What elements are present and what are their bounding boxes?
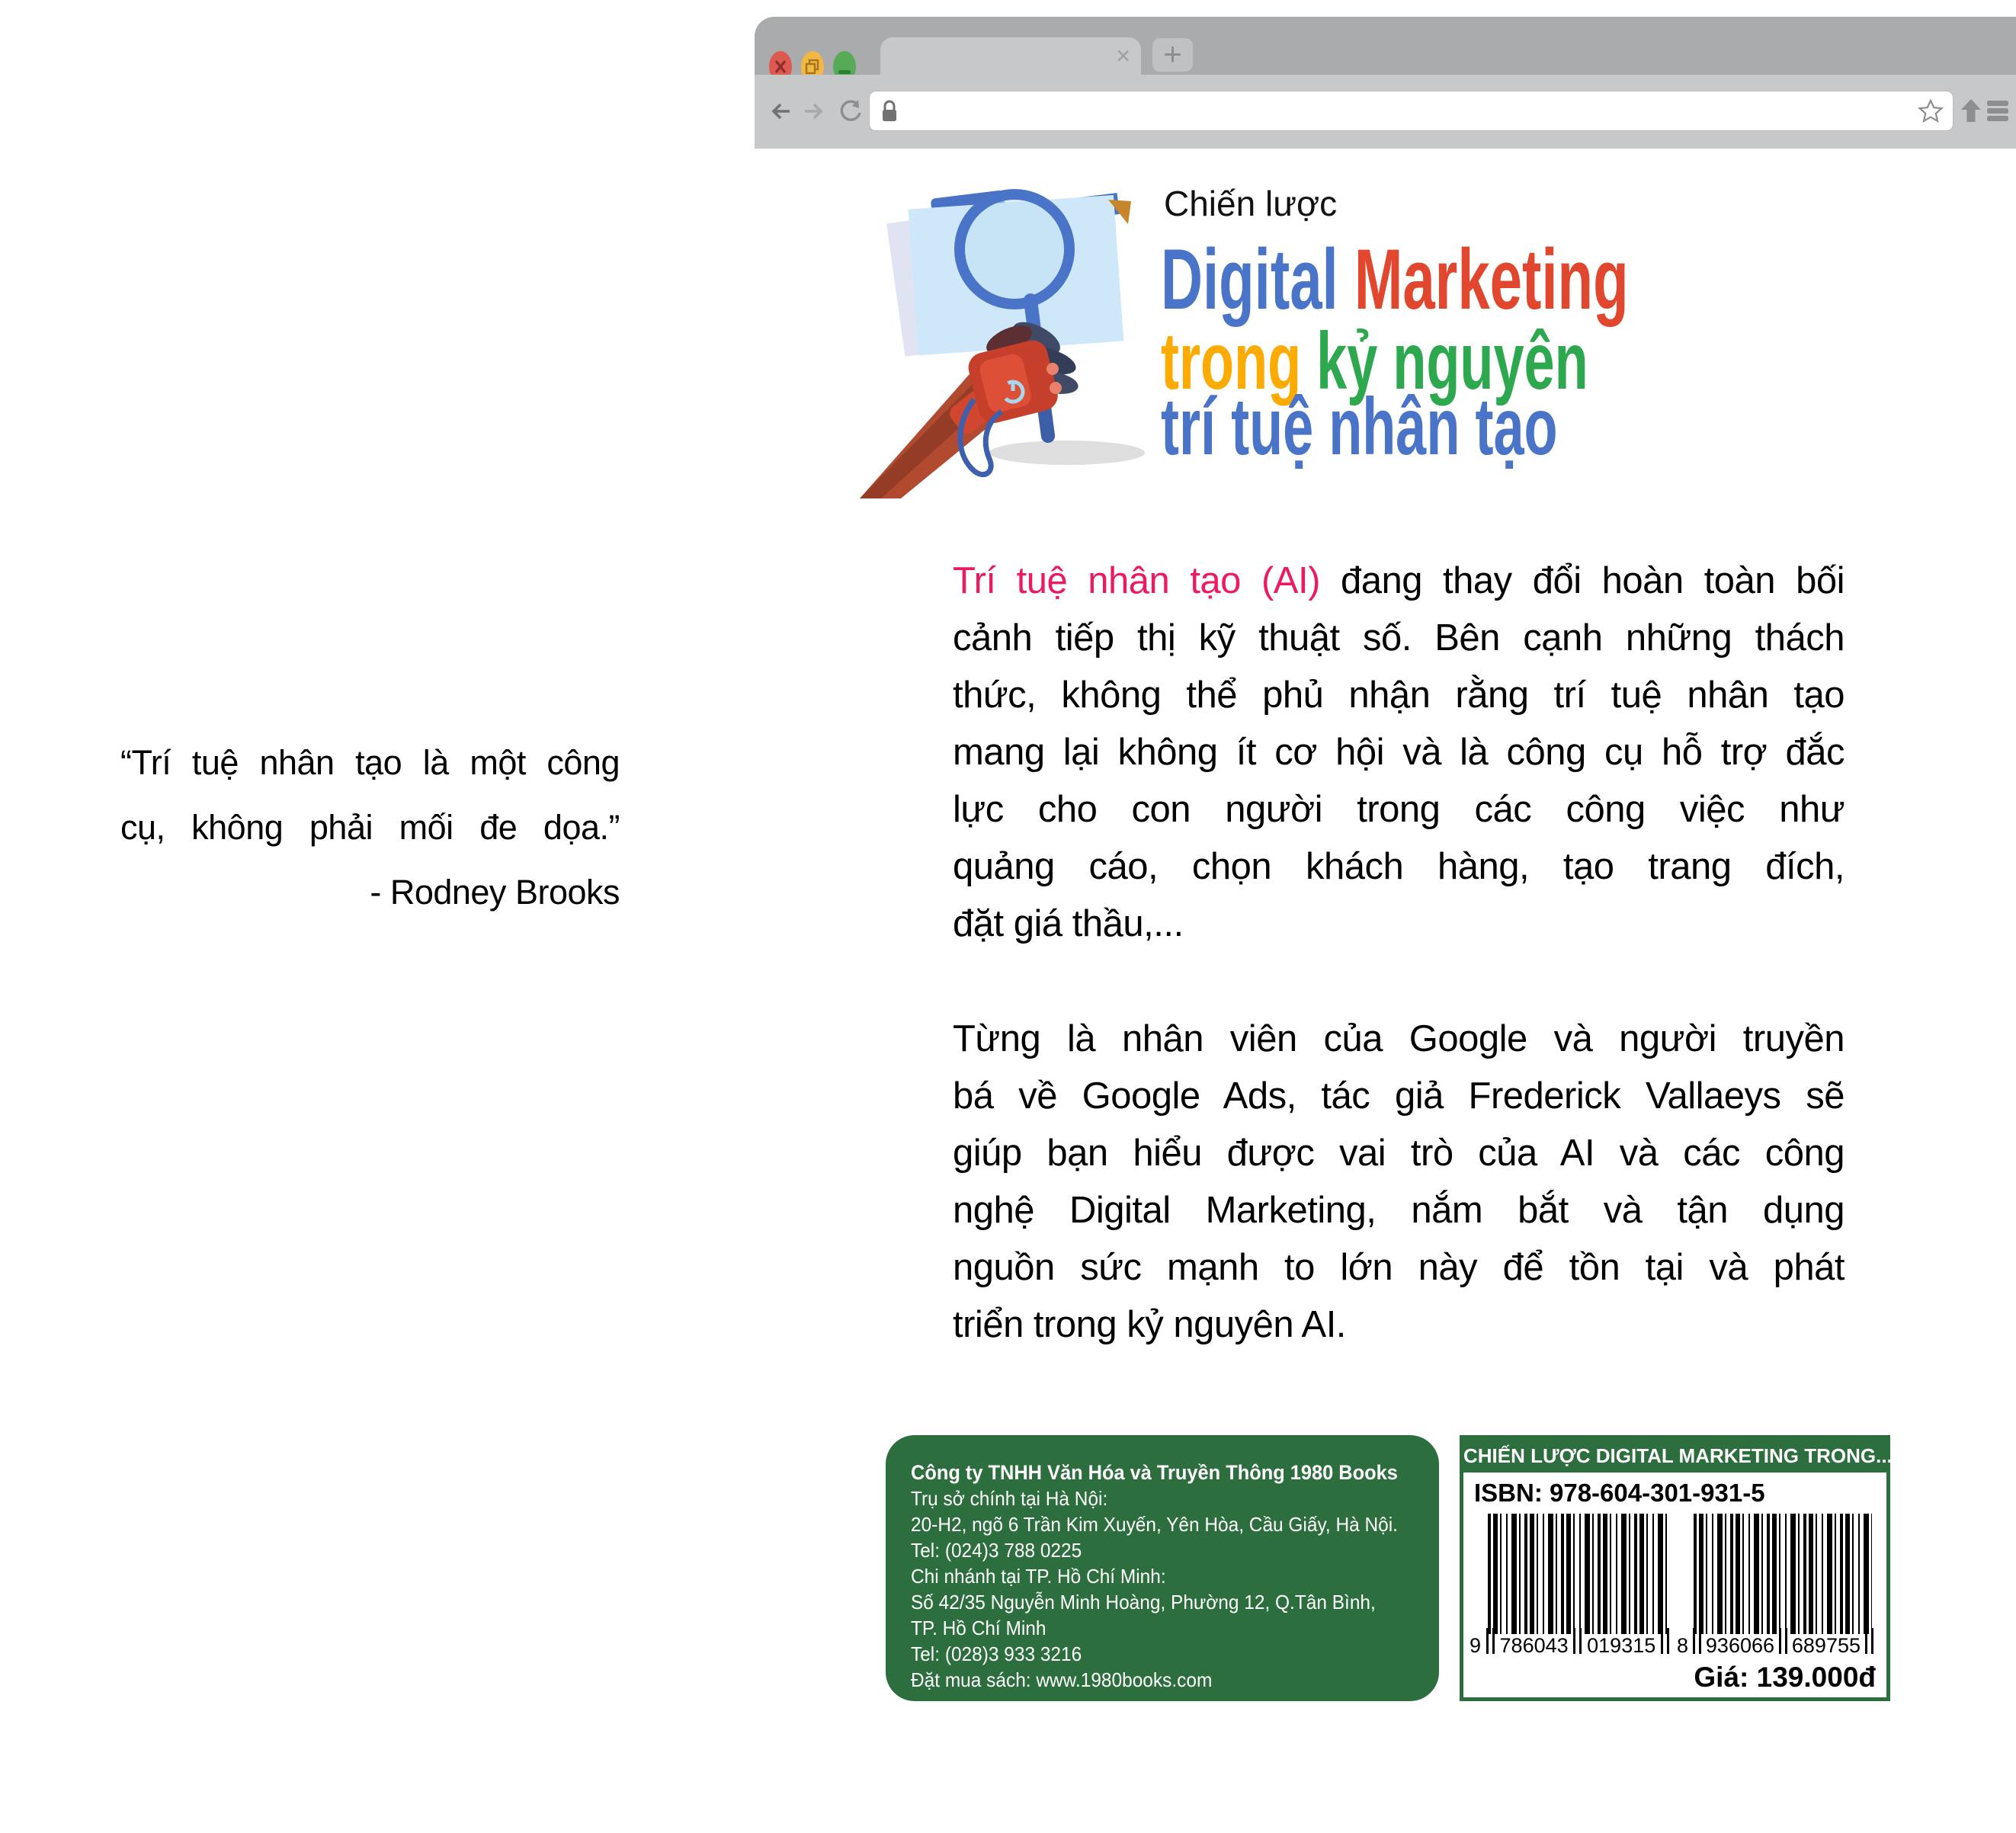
- publisher-line: Tel: (028)3 933 3216: [911, 1642, 1082, 1665]
- back-button[interactable]: [768, 98, 795, 125]
- publisher-line: Tel: (024)3 788 0225: [911, 1539, 1082, 1562]
- price-text: Giá: 139.000đ: [1694, 1662, 1876, 1693]
- browser-toolbar: [755, 75, 2016, 149]
- paragraph-line: thức, không thể phủ nhận rằng trí tuệ nhân tạo: [953, 675, 1845, 716]
- menu-icon[interactable]: [1984, 97, 2011, 124]
- upload-icon[interactable]: [1957, 97, 1985, 124]
- publisher-line: Trụ sở chính tại Hà Nội:: [911, 1487, 1108, 1510]
- barcode-box: [1460, 1435, 1893, 1701]
- paragraph-line: cảnh tiếp thị kỹ thuật số. Bên cạnh những thách: [953, 617, 1845, 659]
- headline-word-marketing: Marketing: [1354, 232, 1629, 327]
- address-bar-input[interactable]: [905, 95, 1891, 127]
- robot-hand-magnifier-illustration: [860, 169, 1189, 498]
- publisher-line: Số 42/35 Nguyễn Minh Hoàng, Phường 12, Q.Tân Bình,: [911, 1591, 1376, 1613]
- tab-close-icon[interactable]: ×: [1116, 42, 1130, 69]
- paragraph-2: [953, 1011, 1845, 1354]
- new-tab-button[interactable]: +: [1152, 38, 1193, 72]
- highlight-ai-text: Trí tuệ nhân tạo (AI): [953, 560, 1320, 601]
- address-bar[interactable]: [869, 91, 1954, 131]
- paragraph-line: giúp bạn hiểu được vai trò của AI và các công: [953, 1133, 1845, 1174]
- headline-kicker: Chiến lược: [1164, 184, 1338, 223]
- quote-attribution: - Rodney Brooks: [370, 873, 620, 912]
- paragraph-line: nguồn sức mạnh to lớn này để tồn tại và phát: [953, 1247, 1845, 1288]
- publisher-website-line: Đặt mua sách: www.1980books.com: [911, 1668, 1213, 1691]
- barcode-header: CHIẾN LƯỢC DIGITAL MARKETING TRONG...: [1463, 1439, 1886, 1472]
- paragraph-line: triển trong kỷ nguyên AI.: [953, 1304, 1346, 1345]
- forward-button[interactable]: [800, 98, 827, 125]
- browser-tab[interactable]: [880, 37, 1141, 75]
- barcode-right-digits: 8 936066 689755: [1677, 1634, 1873, 1662]
- barcode-left: [1488, 1514, 1668, 1634]
- barcode-right: [1694, 1514, 1872, 1634]
- paragraph-line: lực cho con người trong các công việc như: [953, 789, 1845, 830]
- paragraph-1: [953, 553, 1845, 953]
- isbn-text: ISBN: 978-604-301-931-5: [1474, 1479, 1765, 1507]
- paragraph-line: Trí tuệ nhân tạo (AI) đang thay đổi hoàn toàn bối: [953, 560, 1845, 601]
- publisher-line: 20-H2, ngõ 6 Trần Kim Xuyến, Yên Hòa, Cầu Giấy, Hà Nội.: [911, 1513, 1398, 1536]
- barcode-left-digits: 9 786043 019315: [1470, 1634, 1669, 1662]
- headline-word-ky-nguyen: kỷ nguyên: [1316, 316, 1588, 406]
- lock-icon: [880, 99, 899, 124]
- paragraph-line: Từng là nhân viên của Google và người truyền: [953, 1018, 1845, 1059]
- paragraph-line: quảng cáo, chọn khách hàng, tạo trang đích,: [953, 846, 1845, 887]
- reload-button[interactable]: [837, 98, 864, 125]
- paragraph-line: bá về Google Ads, tác giả Frederick Vallaeys sẽ: [953, 1075, 1845, 1117]
- publisher-info-box: [886, 1435, 1439, 1701]
- browser-titlebar: [755, 17, 2016, 75]
- headline-word-trong: trong: [1161, 316, 1302, 406]
- headline-line-3: trí tuệ nhân tạo: [1161, 382, 1558, 472]
- publisher-line: Chi nhánh tại TP. Hồ Chí Minh:: [911, 1565, 1166, 1588]
- bookmark-star-icon[interactable]: [1918, 98, 1944, 124]
- quote-block: [120, 730, 620, 925]
- paragraph-line: mang lại không ít cơ hội và là công cụ hỗ trợ đắc: [953, 732, 1845, 773]
- browser-window: [755, 17, 2016, 149]
- headline-line-1: [1161, 230, 1848, 328]
- publisher-name: Công ty TNHH Văn Hóa và Truyền Thông 1980 Books: [911, 1461, 1398, 1484]
- quote-line: cụ, không phải mối đe dọa.”: [120, 808, 620, 847]
- paragraph-line: đặt giá thầu,...: [953, 903, 1184, 944]
- paragraph-line: nghệ Digital Marketing, nắm bắt và tận dụng: [953, 1190, 1845, 1231]
- headline-word-digital: Digital: [1161, 232, 1338, 327]
- publisher-line: TP. Hồ Chí Minh: [911, 1617, 1046, 1639]
- quote-line: “Trí tuệ nhân tạo là một công: [120, 743, 620, 782]
- shadow-ellipse: [989, 441, 1145, 465]
